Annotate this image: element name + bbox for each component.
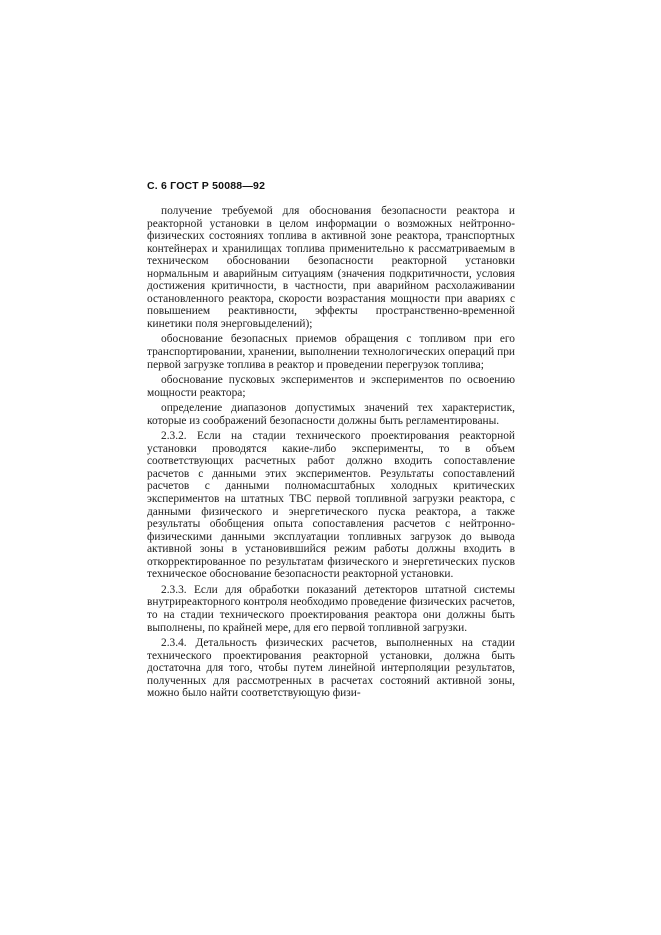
- paragraph-section-2-3-4: 2.3.4. Детальность физических расчетов, выполненных на стадии технического проектирования реакторной установки, должна быть достаточна для того, чтобы путем линейной интерполяции результатов, полученных для рассмотренных в расчетах состояний активной зоны, можно было найти соответствующую физи-: [147, 637, 515, 700]
- paragraph-section-2-3-3: 2.3.3. Если для обработки показаний детекторов штатной системы внутриреакторного контроля необходимо проведение физических расчетов, то на стадии технического проектирования реактора они должны быть выполнены, по крайней мере, для его первой топливной загрузки.: [147, 583, 515, 634]
- paragraph-list-item-3: обоснование пусковых экспериментов и экспериментов по освоению мощности реактора;: [147, 374, 515, 399]
- page-header: С. 6 ГОСТ Р 50088—92: [147, 180, 266, 192]
- paragraph-list-item-1: получение требуемой для обоснования безопасности реактора и реакторной установки в целом информации о возможных нейтронно-физических состояниях топлива в активной зоне реактора, транспортных контейнерах и хранилищах топлива применительно к рассматриваемым в техническом обосновании безопасности реакторной установки нормальным и аварийным ситуациям (значения подкритичности, условия достижения критичности, в частности, при аварийном расхолаживании остановленного реактора, скорости возрастания мощности при авариях с повышением реактивности, эффекты пространственно-временной кинетики поля энерговыделений);: [147, 205, 515, 330]
- paragraph-list-item-4: определение диапазонов допустимых значений тех характеристик, которые из соображений безопасности должны быть регламентированы.: [147, 402, 515, 427]
- paragraph-list-item-2: обоснование безопасных приемов обращения с топливом при его транспортировании, хранении, выполнении технологических операций при первой загрузке топлива в реактор и проведении перегрузок топлива;: [147, 333, 515, 371]
- document-body: [147, 205, 515, 703]
- paragraph-section-2-3-2: 2.3.2. Если на стадии технического проектирования реакторной установки проводятся какие-либо эксперименты, то в объем соответствующих расчетных работ должно входить сопоставление расчетов с данными этих экспериментов. Результаты сопоставлений расчетов с данными полномасштабных холодных критических экспериментов на штатных ТВС первой топливной загрузки реактора, с данными физического и энергетического пуска реактора, а также результаты обобщения опыта сопоставления расчетов с нейтронно-физическими данными эксплуатации топливных загрузок до вывода активной зоны в установившийся режим работы должны входить в откорректированное по результатам физического и энергетических пусков техническое обоснование безопасности реакторной установки.: [147, 430, 515, 581]
